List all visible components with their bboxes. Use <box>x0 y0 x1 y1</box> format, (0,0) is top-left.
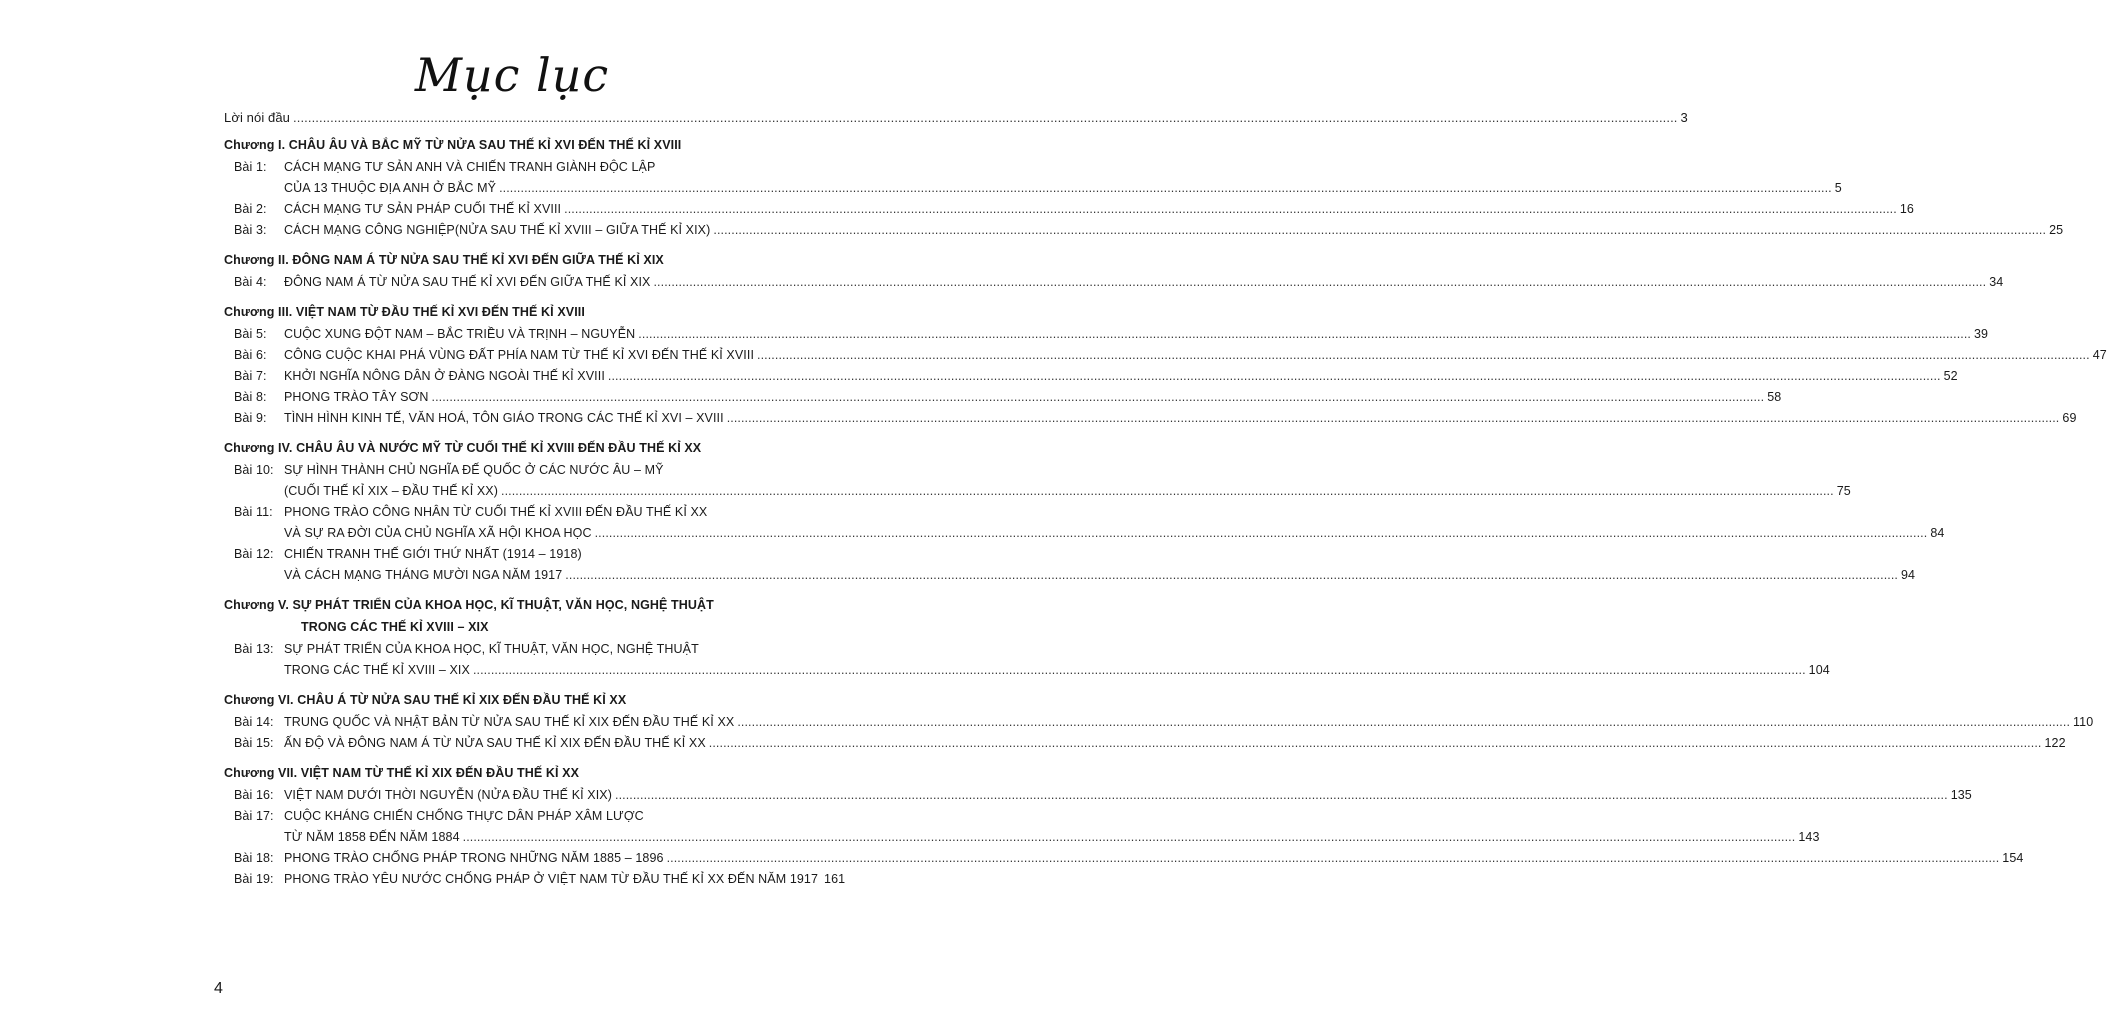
lesson-title: PHONG TRÀO YÊU NƯỚC CHỐNG PHÁP Ở VIỆT NAM TỪ ĐẦU THẾ KỈ XX ĐẾN NĂM 1917 <box>284 872 819 886</box>
chapter-title-line2: TRONG CÁC THẾ KỈ XVIII – XIX <box>301 620 489 634</box>
leader-dots <box>667 851 2000 865</box>
chapter-label: Chương III. <box>224 305 293 319</box>
lesson-label: Bài 9: <box>234 411 267 425</box>
lesson-title: SỰ PHÁT TRIỂN CỦA KHOA HỌC, KĨ THUẬT, VĂN HỌC, NGHỆ THUẬT <box>284 642 699 656</box>
lesson-title: CÔNG CUỘC KHAI PHÁ VÙNG ĐẤT PHÍA NAM TỪ THẾ KỈ XVI ĐẾN THẾ KỈ XVIII <box>284 348 755 362</box>
lesson-title: TÌNH HÌNH KINH TẾ, VĂN HOÁ, TÔN GIÁO TRONG CÁC THẾ KỈ XVI – XVIII <box>284 411 724 425</box>
chapter-heading <box>224 138 834 160</box>
lesson-title: (CUỐI THẾ KỈ XIX – ĐẦU THẾ KỈ XX) <box>284 484 498 498</box>
leader-dots <box>499 181 1832 195</box>
toc-lesson-row-continued[interactable] <box>224 830 1820 851</box>
leader-dots <box>608 369 1941 383</box>
lesson-page: 34 <box>1989 275 2004 289</box>
lesson-page: 75 <box>1836 484 1851 498</box>
lesson-label: Bài 2: <box>234 202 267 216</box>
lesson-title: PHONG TRÀO CÔNG NHÂN TỪ CUỐI THẾ KỈ XVIII ĐẾN ĐẦU THẾ KỈ XX <box>284 505 708 519</box>
chapter-title: SỰ PHÁT TRIỂN CỦA KHOA HỌC, KĨ THUẬT, VĂN HỌC, NGHỆ THUẬT <box>292 598 714 612</box>
leader-dots <box>432 390 1765 404</box>
chapter-heading-continued <box>224 620 834 642</box>
toc-intro-row[interactable] <box>224 110 1688 132</box>
lesson-page: 104 <box>1808 663 1830 677</box>
toc-lesson-row[interactable] <box>224 872 846 893</box>
chapter-title: CHÂU ÂU VÀ BẮC MỸ TỪ NỬA SAU THẾ KỈ XVI ĐẾN THẾ KỈ XVIII <box>288 138 682 152</box>
chapter-heading <box>224 441 834 463</box>
lesson-label: Bài 8: <box>234 390 267 404</box>
chapter-title: CHÂU ÂU VÀ NƯỚC MỸ TỪ CUỐI THẾ KỈ XVIII ĐẾN ĐẦU THẾ KỈ XX <box>296 441 702 455</box>
lesson-title: TRUNG QUỐC VÀ NHẬT BẢN TỪ NỬA SAU THẾ KỈ XIX ĐẾN ĐẦU THẾ KỈ XX <box>284 715 735 729</box>
chapter-title: VIỆT NAM TỪ ĐẦU THẾ KỈ XVI ĐẾN THẾ KỈ XVIII <box>295 305 585 319</box>
toc-lesson-row[interactable] <box>224 390 1782 411</box>
chapter-title: CHÂU Á TỪ NỬA SAU THẾ KỈ XIX ĐẾN ĐẦU THẾ KỈ XX <box>297 693 627 707</box>
leader-dots <box>653 275 1986 289</box>
chapter-title: ĐÔNG NAM Á TỪ NỬA SAU THẾ KỈ XVI ĐẾN GIỮA THẾ KỈ XIX <box>292 253 664 267</box>
toc-lesson-row[interactable] <box>224 160 834 181</box>
lesson-title: CUỘC XUNG ĐỘT NAM – BẮC TRIỀU VÀ TRỊNH – NGUYỄN <box>284 327 636 341</box>
toc-lesson-row[interactable] <box>224 348 2107 369</box>
lesson-label: Bài 12: <box>234 547 274 561</box>
lesson-page: 110 <box>2073 715 2094 729</box>
toc-lesson-row[interactable] <box>224 202 1914 223</box>
lesson-label: Bài 16: <box>234 788 274 802</box>
lesson-label: Bài 5: <box>234 327 267 341</box>
lesson-page: 58 <box>1767 390 1782 404</box>
leader-dots <box>595 526 1928 540</box>
lesson-label: Bài 13: <box>234 642 274 656</box>
leader-dots <box>463 830 1796 844</box>
toc-lesson-row-continued[interactable] <box>224 663 1830 684</box>
leader-dots <box>737 715 2070 729</box>
chapter-heading <box>224 253 834 275</box>
leader-dots <box>473 663 1806 677</box>
lesson-page: 161 <box>824 872 846 886</box>
lesson-title: ĐÔNG NAM Á TỪ NỬA SAU THẾ KỈ XVI ĐẾN GIỮA THẾ KỈ XIX <box>284 275 651 289</box>
toc-lesson-row[interactable] <box>224 809 834 830</box>
lesson-label: Bài 7: <box>234 369 267 383</box>
toc-lesson-row[interactable] <box>224 223 2064 244</box>
lesson-label: Bài 3: <box>234 223 267 237</box>
toc-lesson-row[interactable] <box>224 547 834 568</box>
toc-lesson-row[interactable] <box>224 788 1972 809</box>
lesson-page: 84 <box>1930 526 1945 540</box>
chapter-label: Chương IV. <box>224 441 293 455</box>
lesson-page: 143 <box>1798 830 1820 844</box>
chapter-label: Chương VI. <box>224 693 294 707</box>
lesson-title: PHONG TRÀO CHỐNG PHÁP TRONG NHỮNG NĂM 1885 – 1896 <box>284 851 664 865</box>
page-title: Mục lục <box>414 48 610 102</box>
toc-intro-text: Lời nói đầu <box>224 110 291 125</box>
toc-lesson-row[interactable] <box>224 505 834 526</box>
chapter-heading <box>224 693 834 715</box>
lesson-title: KHỞI NGHĨA NÔNG DÂN Ở ĐÀNG NGOÀI THẾ KỈ XVIII <box>284 369 605 383</box>
toc-lesson-row[interactable] <box>224 715 2094 736</box>
lesson-page: 122 <box>2044 736 2066 750</box>
chapter-heading <box>224 766 834 788</box>
toc-lesson-row-continued[interactable] <box>224 484 1851 505</box>
toc-lesson-row[interactable] <box>224 736 2066 757</box>
lesson-page: 39 <box>1974 327 1989 341</box>
lesson-title: VÀ CÁCH MẠNG THÁNG MƯỜI NGA NĂM 1917 <box>284 568 563 582</box>
lesson-label: Bài 11: <box>234 505 273 519</box>
lesson-label: Bài 17: <box>234 809 274 823</box>
lesson-title: VÀ SỰ RA ĐỜI CỦA CHỦ NGHĨA XÃ HỘI KHOA HỌC <box>284 526 592 540</box>
toc-lesson-row[interactable] <box>224 327 1989 348</box>
toc-intro-page: 3 <box>1680 110 1688 125</box>
lesson-title: CHIẾN TRANH THẾ GIỚI THỨ NHẤT (1914 – 1918) <box>284 547 582 561</box>
leader-dots <box>709 736 2042 750</box>
lesson-title: VIỆT NAM DƯỚI THỜI NGUYỄN (NỬA ĐẦU THẾ KỈ XIX) <box>284 788 612 802</box>
lesson-page: 69 <box>2062 411 2077 425</box>
lesson-page: 47 <box>2092 348 2107 362</box>
lesson-label: Bài 18: <box>234 851 274 865</box>
toc-lesson-row-continued[interactable] <box>224 181 1842 202</box>
lesson-title: ẤN ĐỘ VÀ ĐÔNG NAM Á TỪ NỬA SAU THẾ KỈ XIX ĐẾN ĐẦU THẾ KỈ XX <box>284 736 706 750</box>
lesson-title: PHONG TRÀO TÂY SƠN <box>284 390 429 404</box>
lesson-title: SỰ HÌNH THÀNH CHỦ NGHĨA ĐẾ QUỐC Ở CÁC NƯỚC ÂU – MỸ <box>284 463 664 477</box>
lesson-page: 94 <box>1901 568 1916 582</box>
lesson-label: Bài 6: <box>234 348 267 362</box>
chapter-label: Chương V. <box>224 598 289 612</box>
lesson-label: Bài 10: <box>234 463 274 477</box>
chapter-heading <box>224 598 834 620</box>
chapter-heading <box>224 305 834 327</box>
toc-lesson-row[interactable] <box>224 369 1958 390</box>
leader-dots <box>565 568 1898 582</box>
toc-lesson-row[interactable] <box>224 642 834 663</box>
chapter-label: Chương II. <box>224 253 289 267</box>
lesson-label: Bài 15: <box>234 736 274 750</box>
lesson-title: CÁCH MẠNG TƯ SẢN PHÁP CUỐI THẾ KỈ XVIII <box>284 202 562 216</box>
leader-dots <box>638 327 1971 341</box>
lesson-title: CÁCH MẠNG TƯ SẢN ANH VÀ CHIẾN TRANH GIÀNH ĐỘC LẬP <box>284 160 656 174</box>
chapter-title: VIỆT NAM TỪ THẾ KỈ XIX ĐẾN ĐẦU THẾ KỈ XX <box>300 766 580 780</box>
toc-lesson-row-continued[interactable] <box>224 568 1916 589</box>
lesson-page: 52 <box>1943 369 1958 383</box>
chapter-label: Chương VII. <box>224 766 298 780</box>
lesson-label: Bài 1: <box>234 160 267 174</box>
lesson-title: CỦA 13 THUỘC ĐỊA ANH Ở BẮC MỸ <box>284 181 497 195</box>
toc-lesson-row[interactable] <box>224 851 2024 872</box>
toc-lesson-row[interactable] <box>224 275 2004 296</box>
toc-lesson-row[interactable] <box>224 463 834 484</box>
lesson-title: CÁCH MẠNG CÔNG NGHIỆP(NỬA SAU THẾ KỈ XVIII – GIỮA THẾ KỈ XIX) <box>284 223 711 237</box>
lesson-page: 25 <box>2049 223 2064 237</box>
leader-dots <box>713 223 2046 237</box>
lesson-page: 5 <box>1834 181 1842 195</box>
toc-lesson-row[interactable] <box>224 411 2077 432</box>
page-number: 4 <box>214 980 223 997</box>
lesson-page: 16 <box>1899 202 1914 216</box>
lesson-label: Bài 19: <box>234 872 274 886</box>
lesson-title: CUỘC KHÁNG CHIẾN CHỐNG THỰC DÂN PHÁP XÂM LƯỢC <box>284 809 644 823</box>
chapter-label: Chương I. <box>224 138 286 152</box>
lesson-title: TRONG CÁC THẾ KỈ XVIII – XIX <box>284 663 470 677</box>
leader-dots <box>564 202 1897 216</box>
lesson-label: Bài 4: <box>234 275 267 289</box>
toc-lesson-row-continued[interactable] <box>224 526 1945 547</box>
lesson-page: 135 <box>1950 788 1972 802</box>
leader-dots <box>501 484 1834 498</box>
lesson-label: Bài 14: <box>234 715 274 729</box>
table-of-contents <box>224 110 2107 899</box>
leader-dots <box>293 110 1678 125</box>
lesson-title: TỪ NĂM 1858 ĐẾN NĂM 1884 <box>284 830 460 844</box>
leader-dots <box>615 788 1948 802</box>
lesson-page: 154 <box>2002 851 2024 865</box>
leader-dots <box>727 411 2060 425</box>
leader-dots <box>757 348 2090 362</box>
